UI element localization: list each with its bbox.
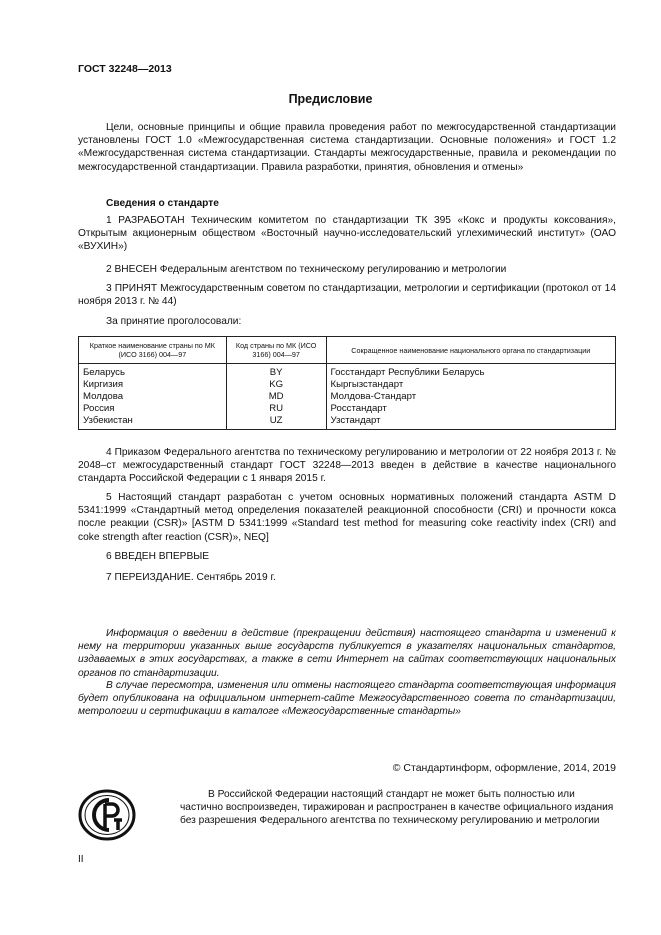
table-row: [79, 391, 616, 403]
header-country-name: Краткое наименование страны по МК (ИСО 3166) 004—97: [79, 337, 227, 364]
header-country-code: Код страны по МК (ИСО 3166) 004—97: [226, 337, 326, 364]
item-1-developed: 1 РАЗРАБОТАН Техническим комитетом по стандартизации ТК 395 «Кокс и продукты коксования», Открытым акционерным обществом «Восточный научно-исследовательский углехимический институт» (ОАО «ВУХИН»): [78, 215, 616, 253]
table-row: [79, 415, 616, 430]
rf-reproduction-notice: В Российской Федерации настоящий стандарт не может быть полностью или частично воспроизведен, тиражирован и распространен в качестве официального издания без разрешения Федерального агентства по техническому регулированию и метрологии: [180, 789, 614, 827]
page-number: II: [78, 854, 84, 865]
country-code-cell: RU: [226, 403, 326, 415]
page-title: Предисловие: [288, 92, 373, 106]
standards-body-cell: Узстандарт: [326, 415, 615, 430]
country-name-cell: Россия: [79, 403, 227, 415]
country-code-cell: KG: [226, 379, 326, 391]
section-heading: Сведения о стандарте: [106, 198, 219, 209]
country-name-cell: Узбекистан: [79, 415, 227, 430]
intro-paragraph: Цели, основные принципы и общие правила проведения работ по межгосударственной стандартизации установлены ГОСТ 1.0 «Межгосударственная система стандартизации. Основные положения» и ГОСТ 1.2 «Межгосударственная система стандартизации. Стандарты межгосударственные, правила и рекомендации по межгосударственной стандартизации. Правила разработки, принятия, обновления и отмены»: [78, 122, 616, 173]
table-row: [79, 403, 616, 415]
country-name-cell: Молдова: [79, 391, 227, 403]
country-name-cell: Киргизия: [79, 379, 227, 391]
country-code-cell: BY: [226, 364, 326, 380]
table-header-row: [79, 337, 616, 364]
notice-revision-info: В случае пересмотра, изменения или отмены настоящего стандарта соответствующая информация будет опубликована на официальном интернет-сайте Межгосударственного совета по стандартизации, метрологии и сертификации в каталоге «Межгосударственные стандарты»: [78, 680, 616, 718]
votes-label: За принятие проголосовали:: [106, 316, 242, 327]
header-standards-body: Сокращенное наименование национального органа по стандартизации: [326, 337, 615, 364]
standards-body-cell: Молдова-Стандарт: [326, 391, 615, 403]
standards-body-cell: Кыргызстандарт: [326, 379, 615, 391]
notice-introduction-info: Информация о введении в действие (прекращении действия) настоящего стандарта и изменений к нему на территории указанных выше государств публикуется в указателях национальных стандартов, издаваемых в этих государствах, а также в сети Интернет на сайтах соответствующих национальных органов по стандартизации.: [78, 628, 616, 679]
standards-body-cell: Госстандарт Республики Беларусь: [326, 364, 615, 380]
votes-table: [78, 336, 616, 430]
copyright-line: © Стандартинформ, оформление, 2014, 2019: [392, 762, 616, 774]
country-code-cell: MD: [226, 391, 326, 403]
item-4-order: 4 Приказом Федерального агентства по техническому регулированию и метрологии от 22 ноября 2013 г. № 2048–ст межгосударственный стандарт ГОСТ 32248—2013 введен в действие в качестве национального стандарта Российской Федерации с 1 января 2015 г.: [78, 447, 616, 485]
country-code-cell: UZ: [226, 415, 326, 430]
document-code: ГОСТ 32248—2013: [78, 63, 172, 75]
table-row: [79, 364, 616, 380]
item-7-reissue: 7 ПЕРЕИЗДАНИЕ. Сентябрь 2019 г.: [106, 572, 276, 583]
standards-body-cell: Росстандарт: [326, 403, 615, 415]
item-6-first-introduced: 6 ВВЕДЕН ВПЕРВЫЕ: [106, 551, 210, 562]
country-name-cell: Беларусь: [79, 364, 227, 380]
item-5-basis: 5 Настоящий стандарт разработан с учетом основных нормативных положений стандарта ASTM D 5341:1999 «Стандартный метод определения показателей реакционной способности (CRI) и прочности кокса после реакции (CSR)» [ASTM D 5341:1999 «Standard test method for measuring coke reactivity index (CRI) and coke strength after reaction (CSR)», NEQ]: [78, 492, 616, 543]
table-row: [79, 379, 616, 391]
item-3-adopted: 3 ПРИНЯТ Межгосударственным советом по стандартизации, метрологии и сертификации (протокол от 14 ноября 2013 г. № 44): [78, 283, 616, 308]
item-2-introduced: 2 ВНЕСЕН Федеральным агентством по техническому регулированию и метрологии: [106, 264, 507, 275]
gost-r-certification-mark-icon: [78, 786, 136, 844]
